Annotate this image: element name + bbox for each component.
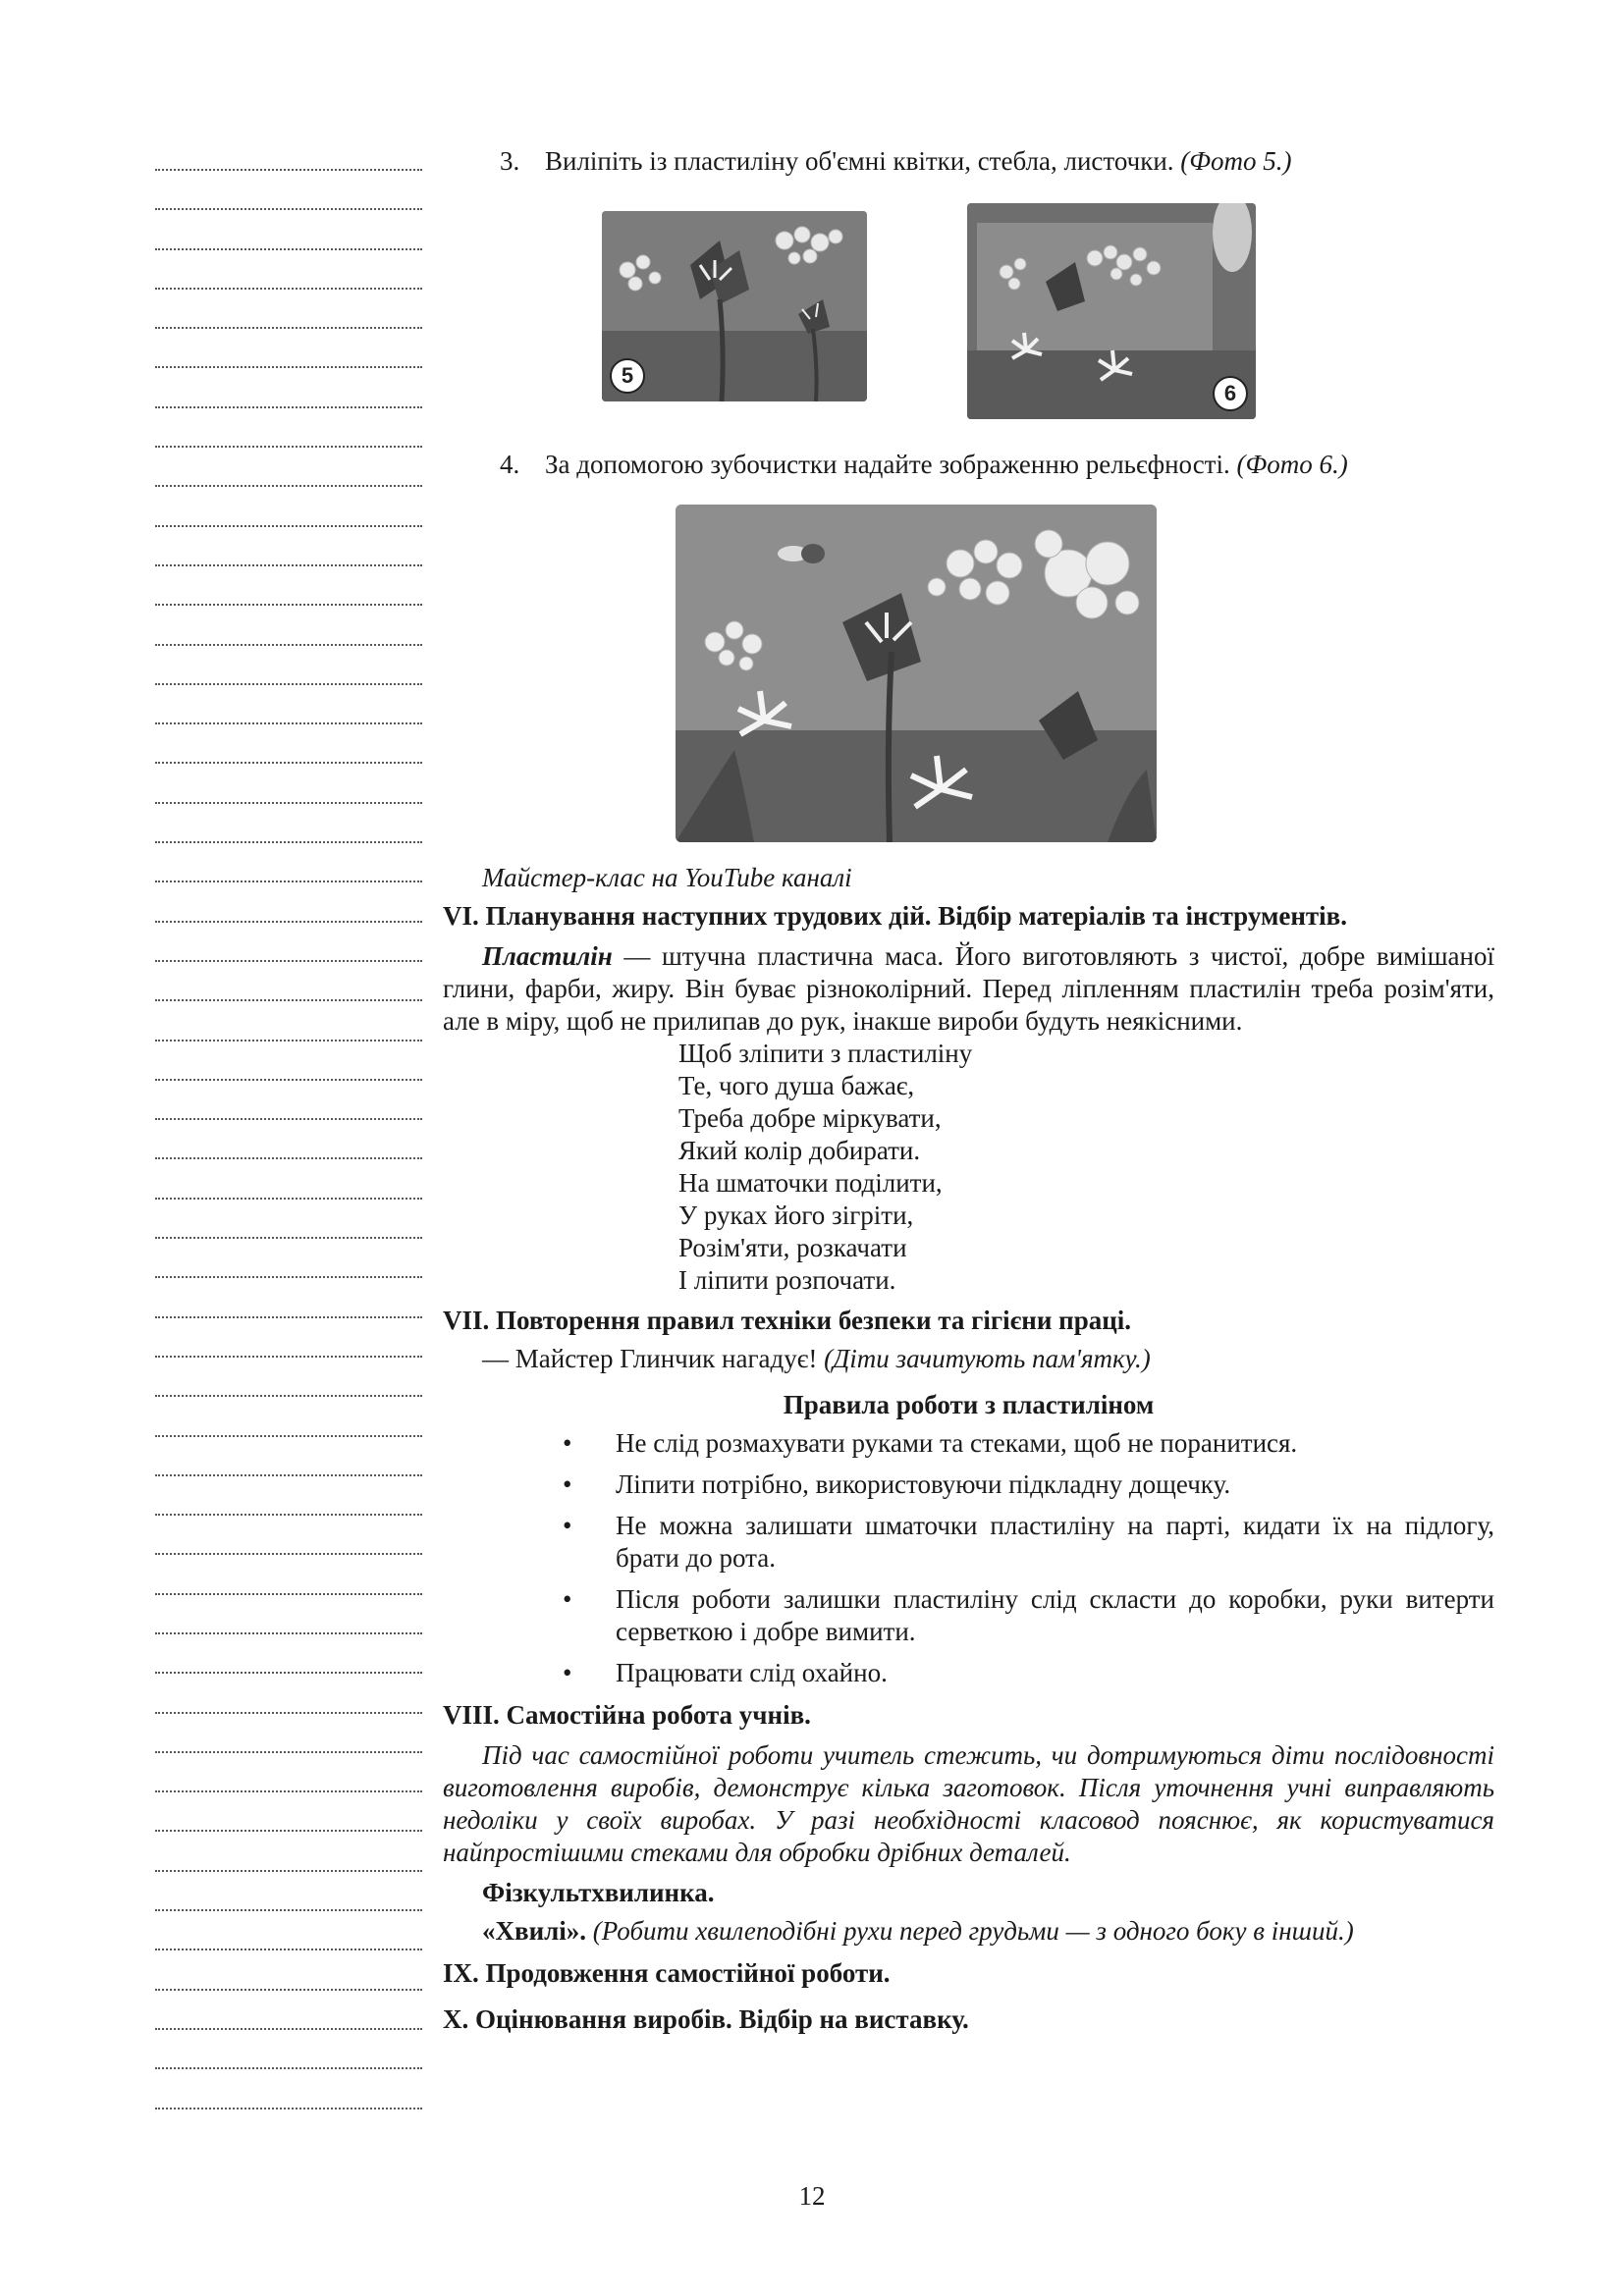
note-line [155,1632,422,1634]
photo-badge-6: 6 [1213,376,1248,411]
bullet-icon: • [563,1428,572,1458]
self-work-description: Під час самостійної роботи учитель стежить, чи дотримуються діти послідовності виготовлення виробів, демонструє кілька заготовок. Після уточнення учні виправляють недоліки у своїх виробах. У разі необхідності класовод пояснює, як користуватися найпростішими стеками для обробки дрібних деталей. [443,1740,1494,1867]
section-7-heading: VII. Повторення правил техніки безпеки та гігієни праці. [443,1306,1132,1335]
rule-item [443,1510,1494,1575]
rule-text: Після роботи залишки пластиліну слід скласти до коробки, руки витерти серветкою і добре вимити. [616,1584,1494,1646]
note-line [155,722,422,724]
note-line [155,1356,422,1358]
reminder-note: (Діти зачитують пам'ятку.) [824,1344,1151,1373]
note-line [155,1040,422,1041]
photo-reference: (Фото 6.) [1236,450,1348,479]
note-line [155,208,422,210]
note-line [155,1989,422,1991]
video-caption: Майстер-клас на YouTube каналі [482,863,852,892]
step-number: 3. [500,146,520,176]
note-line [155,2108,422,2109]
note-line [155,485,422,487]
section-10-heading: X. Оцінювання виробів. Відбір на виставку. [443,2004,969,2034]
bullet-icon: • [563,1658,572,1687]
note-line [155,1237,422,1239]
note-line [155,446,422,448]
note-line [155,604,422,606]
note-line [155,327,422,329]
photo-badge-5: 5 [610,358,645,394]
note-line [155,1514,422,1516]
section-6-heading: VI. Планування наступних трудових дій. Відбір матеріалів та інструментів. [443,901,1348,931]
definition-text: — штучна пластична маса. Його виготовляють з чистої, добре вимішаної глини, фарби, жиру. Він буває різноколірний. Перед ліпленням пластилін треба розім'яти, але в міру, щоб не прилипав до рук, інакше вироби будуть неякісними. [443,941,1494,1036]
photo-large [676,505,1157,842]
rule-item [443,1657,1494,1689]
section-8-heading: VIII. Самостійна робота учнів. [443,1700,811,1730]
note-line [155,1751,422,1753]
rule-item [443,1427,1494,1460]
rule-text: Працювати слід охайно. [616,1658,888,1687]
reminder-text: — Майстер Глинчик нагадує! [482,1344,818,1373]
photo-reference: (Фото 5.) [1180,146,1292,176]
note-line [155,1118,422,1120]
page-content [443,145,1494,2036]
rule-text: Не слід розмахувати руками та стеками, щоб не поранитися. [616,1428,1298,1458]
rule-item [443,1468,1494,1501]
note-line [155,406,422,408]
large-photo-row [443,505,1494,866]
poem-line: Щоб зліпити з пластиліну [678,1039,973,1068]
poem-line: Який колір добирати. [678,1136,921,1165]
section-9-heading: IX. Продовження самостійної роботи. [443,1958,891,1988]
note-line [155,999,422,1001]
page-number: 12 [798,2181,826,2211]
note-line [155,1593,422,1595]
definition-term: Пластилін [482,941,613,971]
rule-text: Не можна залишати шматочки пластиліну на парті, кидати їх на підлогу, брати до рота. [616,1511,1494,1573]
note-line [155,564,422,566]
note-line [155,1712,422,1714]
note-line [155,1870,422,1872]
rule-text: Ліпити потрібно, використовуючи підкладну дощечку. [616,1469,1231,1499]
rules-title: Правила роботи з пластиліном [783,1390,1155,1419]
note-line [155,1553,422,1555]
note-line [155,1079,422,1081]
step-3 [443,145,1494,178]
poem [678,1038,1494,1297]
reminder-line [482,1343,1494,1375]
bullet-icon: • [563,1584,572,1614]
step-text: Виліпіть із пластиліну об'ємні квітки, стебла, листочки. [545,146,1174,176]
note-line [155,881,422,882]
note-line [155,762,422,764]
note-line [155,248,422,250]
note-line [155,1909,422,1911]
exercise-note: (Робити хвилеподібні рухи перед грудьми — з одного боку в інший.) [592,1916,1354,1946]
note-line [155,960,422,962]
note-line [155,1949,422,1950]
poem-line: На шматочки поділити, [678,1168,943,1198]
note-line [155,1830,422,1832]
photo-5 [602,211,867,401]
note-line [155,1474,422,1476]
note-line [155,921,422,923]
note-line [155,1157,422,1159]
plasticine-definition [443,940,1494,1038]
note-line [155,1672,422,1674]
note-line [155,169,422,171]
note-line [155,644,422,646]
exercise-name: «Хвилі». [482,1916,587,1946]
note-line [155,841,422,843]
exercise-break-title: Фізкультхвилинка. [482,1878,715,1907]
rule-item [443,1583,1494,1648]
note-line [155,1435,422,1437]
flower-composition-image [676,505,1157,842]
step-number: 4. [500,450,520,479]
note-line [155,2067,422,2069]
step-4 [443,449,1494,481]
poem-line: У руках його зігріти, [678,1201,914,1230]
note-line [155,525,422,527]
poem-line: І ліпити розпочати. [678,1265,896,1295]
photos-row [443,211,1494,439]
bullet-icon: • [563,1469,572,1499]
note-line [155,288,422,290]
note-line [155,802,422,804]
note-line [155,683,422,685]
photo-6 [967,203,1256,419]
exercise-break [482,1915,1494,1948]
note-line [155,366,422,368]
bullet-icon: • [563,1511,572,1540]
note-line [155,2028,422,2030]
note-line [155,1790,422,1792]
note-line [155,1276,422,1278]
note-lines [155,169,422,2147]
rules-list [443,1427,1494,1689]
flower-photo-6-image [967,203,1256,419]
note-line [155,1316,422,1318]
step-text: За допомогою зубочистки надайте зображенню рельєфності. [545,450,1230,479]
note-line [155,1395,422,1397]
poem-line: Розім'яти, розкачати [678,1233,907,1262]
poem-line: Те, чого душа бажає, [678,1071,915,1100]
poem-line: Треба добре міркувати, [678,1103,942,1133]
note-line [155,1198,422,1200]
